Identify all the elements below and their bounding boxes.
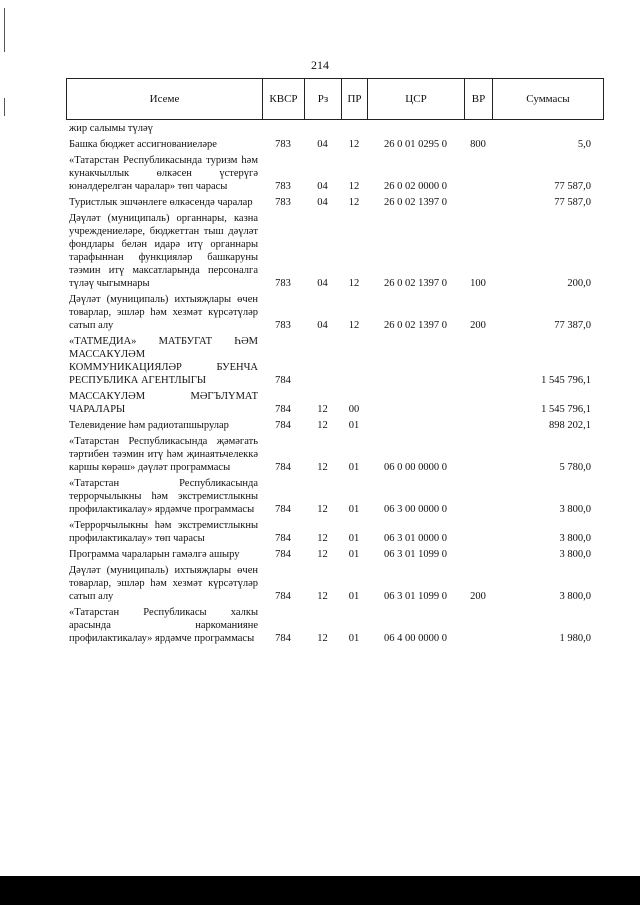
table-row — [66, 334, 603, 389]
cell-rz: 12 — [317, 504, 328, 515]
cell-vr — [464, 605, 492, 647]
cell-vr — [464, 389, 492, 418]
cell-rz: 04 — [317, 278, 328, 289]
cell-csr — [367, 334, 464, 389]
cell-sum: 77 387,0 — [554, 320, 591, 331]
cell-rz — [304, 121, 341, 137]
column-header-csr: ЦСР — [368, 79, 465, 120]
column-header-sum: Суммасы — [493, 79, 604, 120]
cell-sum: 1 545 796,1 — [541, 404, 591, 415]
column-header-kvsr: КВСР — [263, 79, 305, 120]
cell-pr: 01 — [348, 549, 360, 560]
cell-kvsr: 784 — [275, 591, 291, 602]
scan-bottom-bar — [0, 876, 640, 905]
cell-csr: 06 0 00 0000 0 — [384, 462, 447, 473]
cell-rz: 04 — [317, 320, 328, 331]
cell-vr — [464, 476, 492, 518]
cell-sum: 77 587,0 — [554, 181, 591, 192]
cell-rz: 12 — [317, 633, 328, 644]
cell-pr: 01 — [348, 420, 360, 431]
cell-rz: 04 — [317, 181, 328, 192]
cell-sum: 3 800,0 — [559, 504, 591, 515]
table-row — [66, 476, 603, 518]
scan-edge-line — [4, 8, 5, 52]
cell-name: Телевидение һәм радиотапшырулар — [69, 420, 229, 431]
cell-csr: 06 3 00 0000 0 — [384, 504, 447, 515]
table-row — [66, 518, 603, 547]
cell-name: Башка бюджет ассигнованиеләре — [69, 139, 217, 150]
cell-kvsr: 784 — [275, 375, 291, 386]
cell-kvsr: 784 — [275, 504, 291, 515]
cell-vr: 200 — [470, 320, 486, 331]
cell-rz: 12 — [317, 420, 328, 431]
cell-kvsr: 784 — [275, 404, 291, 415]
cell-kvsr: 783 — [275, 181, 291, 192]
cell-name: жир салымы түләү — [69, 123, 153, 134]
cell-sum: 3 800,0 — [559, 549, 591, 560]
column-header-rz: Рз — [305, 79, 342, 120]
cell-rz: 04 — [317, 197, 328, 208]
cell-vr: 100 — [470, 278, 486, 289]
cell-rz: 12 — [317, 549, 328, 560]
cell-sum: 5,0 — [577, 139, 591, 150]
cell-pr: 12 — [348, 197, 360, 208]
budget-table — [66, 121, 603, 647]
table-row — [66, 418, 603, 434]
table-row — [66, 605, 603, 647]
column-header-vr: ВР — [465, 79, 493, 120]
cell-sum — [492, 121, 603, 137]
cell-name: Дәүләт (муниципаль) ихтыяҗлары өчен товарлар, эшләр һәм хезмәт күрсәтүләр сатып алу — [69, 294, 258, 331]
table-row — [66, 292, 603, 334]
cell-pr: 12 — [348, 139, 360, 150]
cell-csr: 06 3 01 1099 0 — [384, 591, 447, 602]
page-number: 214 — [311, 58, 329, 72]
cell-kvsr: 783 — [275, 278, 291, 289]
cell-kvsr: 784 — [275, 549, 291, 560]
table-row — [66, 121, 603, 137]
cell-pr — [341, 334, 367, 389]
cell-pr: 01 — [348, 591, 360, 602]
table-row — [66, 434, 603, 476]
cell-pr: 12 — [348, 320, 360, 331]
cell-sum: 5 780,0 — [559, 462, 591, 473]
cell-name: МАССАКҮЛӘМ МӘГЪЛҮМАТ ЧАРАЛАРЫ — [69, 391, 258, 415]
cell-name: Дәүләт (муниципаль) ихтыяҗлары өчен товарлар, эшләр һәм хезмәт күрсәтүләр сатып алу — [69, 565, 258, 602]
cell-csr — [367, 418, 464, 434]
cell-vr — [464, 518, 492, 547]
cell-name: «Террорчылыкны һәм экстремистлыкны профилактикалау» төп чарасы — [69, 520, 258, 544]
cell-vr — [464, 434, 492, 476]
cell-kvsr: 784 — [275, 633, 291, 644]
cell-sum: 898 202,1 — [549, 420, 591, 431]
table-row — [66, 195, 603, 211]
cell-vr — [464, 195, 492, 211]
cell-vr: 200 — [470, 591, 486, 602]
cell-name: Дәүләт (муниципаль) органнары, казна учреждениеләре, бюджеттан тыш дәүләт фондлары белән идарә итү органнары тарафыннан функцияләр башкаруны тәэмин итү максатларында персоналга түләү чыгымнары — [69, 213, 258, 289]
cell-kvsr: 783 — [275, 320, 291, 331]
cell-pr: 00 — [348, 404, 360, 415]
cell-kvsr: 784 — [275, 533, 291, 544]
table-row — [66, 137, 603, 153]
cell-pr: 12 — [348, 278, 360, 289]
cell-vr — [464, 121, 492, 137]
table-header — [66, 78, 604, 120]
cell-vr — [464, 547, 492, 563]
scan-edge-line — [4, 98, 5, 116]
cell-pr: 01 — [348, 504, 360, 515]
cell-name: Программа чараларын гамәлгә ашыру — [69, 549, 240, 560]
cell-csr: 06 3 01 0000 0 — [384, 533, 447, 544]
cell-csr: 06 4 00 0000 0 — [384, 633, 447, 644]
cell-rz: 12 — [317, 533, 328, 544]
column-header-name: Исеме — [67, 79, 263, 120]
cell-sum: 3 800,0 — [559, 591, 591, 602]
cell-pr: 01 — [348, 533, 360, 544]
cell-sum: 3 800,0 — [559, 533, 591, 544]
cell-pr: 01 — [348, 633, 360, 644]
cell-rz: 04 — [317, 139, 328, 150]
cell-csr: 06 3 01 1099 0 — [384, 549, 447, 560]
cell-kvsr: 783 — [275, 197, 291, 208]
cell-csr: 26 0 02 0000 0 — [384, 181, 447, 192]
cell-csr: 26 0 02 1397 0 — [384, 197, 447, 208]
cell-sum: 1 980,0 — [559, 633, 591, 644]
cell-pr: 01 — [348, 462, 360, 473]
cell-vr — [464, 153, 492, 195]
cell-vr — [464, 418, 492, 434]
cell-sum: 77 587,0 — [554, 197, 591, 208]
cell-csr: 26 0 02 1397 0 — [384, 278, 447, 289]
cell-csr — [367, 389, 464, 418]
table-row — [66, 153, 603, 195]
cell-name: «Татарстан Республикасында җәмәгать тәртибен тәэмин итү һәм җинаятьчелеккә каршы көрәш» дәүләт программасы — [69, 436, 258, 473]
cell-kvsr: 784 — [275, 420, 291, 431]
table-row — [66, 547, 603, 563]
cell-name: «ТАТМЕДИА» МАТБУГАТ ҺӘМ МАССАКҮЛӘМ КОММУНИКАЦИЯЛӘР БУЕНЧА РЕСПУБЛИКА АГЕНТЛЫГЫ — [69, 336, 258, 386]
cell-name: «Татарстан Республикасында туризм һәм кунакчыллык өлкәсен үстерүгә юнәлдерелгән чаралар» төп чарасы — [69, 155, 258, 192]
table-row — [66, 211, 603, 292]
cell-csr: 26 0 01 0295 0 — [384, 139, 447, 150]
cell-name: Туристлык эшчәнлеге өлкәсендә чаралар — [69, 197, 253, 208]
cell-sum: 1 545 796,1 — [541, 375, 591, 386]
cell-name: «Татарстан Республикасы халкы арасында наркоманияне профилактикалау» ярдәмче программасы — [69, 607, 258, 644]
cell-csr: 26 0 02 1397 0 — [384, 320, 447, 331]
cell-sum: 200,0 — [567, 278, 591, 289]
cell-rz: 12 — [317, 404, 328, 415]
cell-vr — [464, 334, 492, 389]
cell-kvsr: 784 — [275, 462, 291, 473]
cell-rz: 12 — [317, 591, 328, 602]
table-row — [66, 563, 603, 605]
cell-rz — [304, 334, 341, 389]
cell-name: «Татарстан Республикасында террорчылыкны һәм экстремистлыкны профилактикалау» ярдәмче программасы — [69, 478, 258, 515]
column-header-pr: ПР — [342, 79, 368, 120]
table-row — [66, 389, 603, 418]
cell-pr — [341, 121, 367, 137]
cell-csr — [367, 121, 464, 137]
cell-vr: 800 — [470, 139, 486, 150]
cell-kvsr — [262, 121, 304, 137]
cell-rz: 12 — [317, 462, 328, 473]
cell-pr: 12 — [348, 181, 360, 192]
cell-kvsr: 783 — [275, 139, 291, 150]
